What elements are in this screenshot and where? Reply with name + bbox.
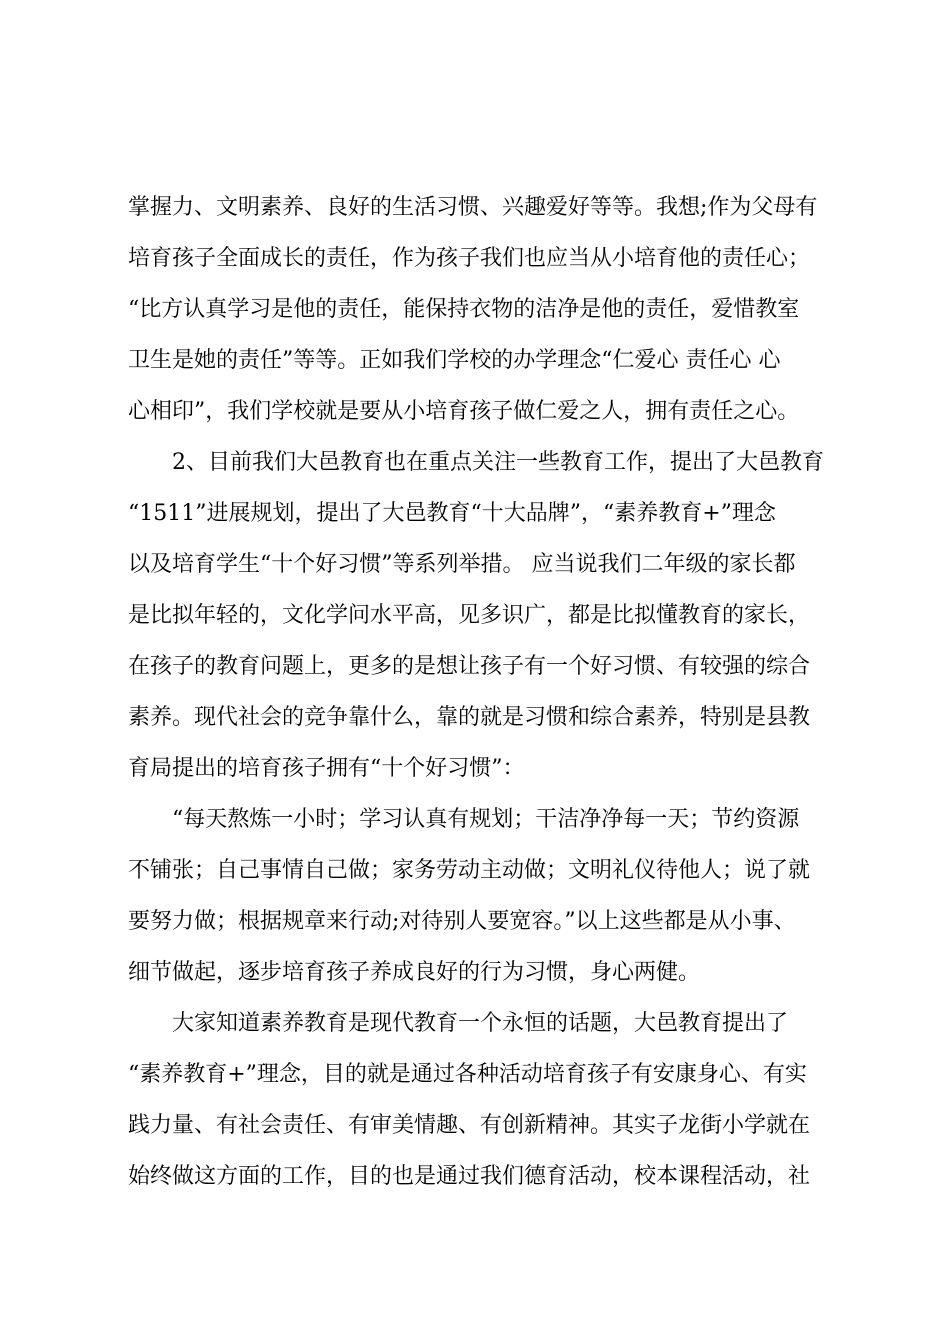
text-line: 心相印”，我们学校就是要从小培育孩子做仁爱之人，拥有责任之心。: [128, 399, 800, 424]
text-line: 细节做起，逐步培育孩子养成良好的行为习惯，身心两健。: [128, 960, 701, 985]
text-line: 掌握力、文明素养、良好的生活习惯、兴趣爱好等等。我想;作为父母有: [128, 195, 818, 220]
text-line: 卫生是她的责任”等等。正如我们学校的办学理念“仁爱心 责任心 心: [128, 348, 781, 373]
text-line: 素养。现代社会的竞争靠什么，靠的就是习惯和综合素养，特别是县教: [128, 705, 811, 730]
text-line: 2、目前我们大邑教育也在重点关注一些教育工作，提出了大邑教育: [172, 450, 824, 475]
text-line: 始终做这方面的工作，目的也是通过我们德育活动，校本课程活动，社: [128, 1164, 811, 1189]
text-line: “每天熬炼一小时；学习认真有规划；干洁净净每一天；节约资源: [172, 807, 800, 832]
text-line: 育局提出的培育孩子拥有“十个好习惯”：: [128, 756, 525, 781]
text-line: 大家知道素养教育是现代教育一个永恒的话题，大邑教育提出了: [172, 1011, 789, 1036]
text-line: 培育孩子全面成长的责任，作为孩子我们也应当从小培育他的责任心；: [128, 246, 811, 271]
text-line: “比方认真学习是他的责任，能保持衣物的洁净是他的责任，爱惜教室: [128, 297, 800, 322]
text-line: 践力量、有社会责任、有审美情趣、有创新精神。其实子龙街小学就在: [128, 1113, 811, 1138]
text-line: 要努力做；根据规章来行动;对待别人要宽容。”以上这些都是从小事、: [128, 909, 796, 934]
text-line: 不铺张；自己事情自己做；家务劳动主动做；文明礼仪待他人；说了就: [128, 858, 811, 883]
text-line: 是比拟年轻的，文化学问水平高，见多识广，都是比拟懂教育的家长，: [128, 603, 811, 628]
text-line: 在孩子的教育问题上，更多的是想让孩子有一个好习惯、有较强的综合: [128, 654, 811, 679]
text-line: 以及培育学生“十个好习惯”等系列举措。 应当说我们二年级的家长都: [128, 552, 796, 577]
text-line: “素养教育+”理念，目的就是通过各种活动培育孩子有安康身心、有实: [128, 1062, 807, 1087]
text-line: “1511”进展规划，提出了大邑教育“十大品牌”，“素养教育+”理念: [128, 501, 776, 526]
